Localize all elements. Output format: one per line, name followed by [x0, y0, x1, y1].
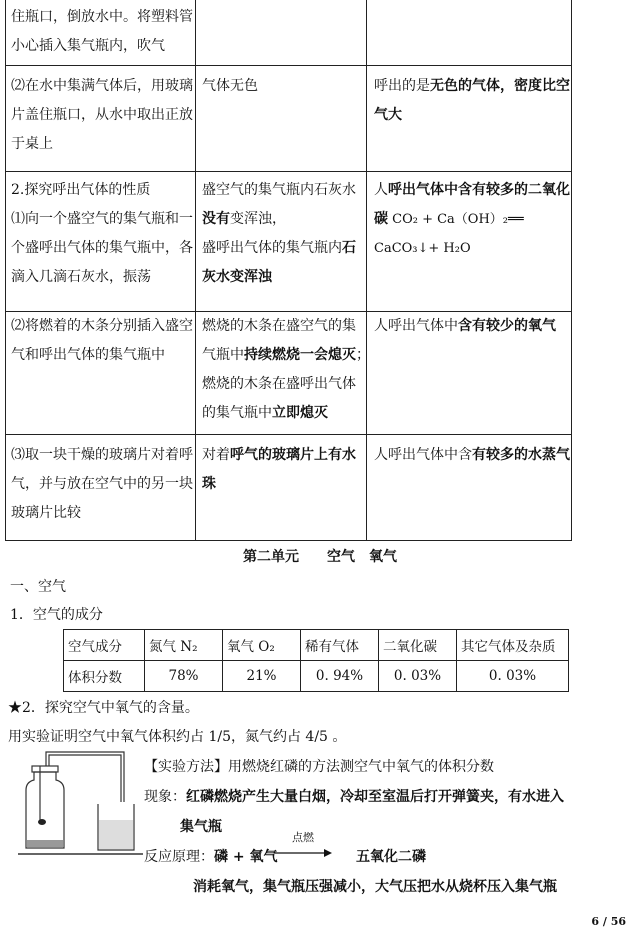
value-cell: 0. 03%	[457, 661, 569, 692]
cell-text: 燃烧的木条在盛空气的集	[202, 318, 356, 334]
reaction-arrow-icon	[274, 848, 334, 858]
apparatus-illustration	[18, 750, 143, 862]
cell-text-bold: 灰水变浑浊	[202, 269, 272, 285]
phenomenon-line	[144, 786, 564, 806]
cell-text: 气瓶中	[202, 347, 244, 363]
cell-text: 小心插入集气瓶内，吹气	[11, 38, 165, 54]
header-cell: 空气成分	[64, 630, 145, 661]
cell-text-bold: 有较多的水蒸气	[472, 447, 570, 463]
row4-col1	[11, 441, 193, 528]
cell-text-bold: 气大	[374, 107, 402, 123]
cell-text: ⑶取一块干燥的玻璃片对着呼	[11, 447, 193, 463]
row3-col1	[11, 312, 193, 370]
conclusion-text: 消耗氧气，集气瓶压强减小，大气压把水从烧杯压入集气瓶	[193, 879, 557, 895]
cell-text: ⑵将燃着的木条分别插入盛空	[11, 318, 193, 334]
cell-text-bold: 立即熄灭	[272, 405, 328, 421]
cell-text: 盛呼出气体的集气瓶内	[202, 240, 342, 256]
cell-text: 住瓶口，倒放水中。将塑料管	[11, 9, 193, 25]
row2-col1	[11, 176, 193, 292]
equation-text: CO₂ + Ca（OH）₂══	[388, 212, 524, 227]
cell-text: ⑴向一个盛空气的集气瓶和一	[11, 211, 193, 227]
cell-text: 人呼出气体中含	[374, 447, 472, 463]
cell-text: 燃烧的木条在盛呼出气体	[202, 376, 356, 392]
proof-line: 用实验证明空气中氧气体积约占 1/5，氮气约占 4/5 。	[8, 729, 347, 745]
row2-col3	[374, 176, 570, 263]
cell-text: 气体无色	[202, 78, 258, 94]
row-label-cell: 体积分数	[64, 661, 145, 692]
value-cell: 78%	[145, 661, 223, 692]
row3-col3	[374, 312, 556, 341]
cell-text: 盛空气的集气瓶内石灰水	[202, 182, 356, 198]
cell-text-bold: 呼出气体中含有较多的二氧化	[388, 182, 570, 198]
section-heading: 一、空气	[10, 579, 66, 595]
subsection-heading: 1．空气的成分	[10, 607, 103, 623]
cell-text-bold: 没有	[202, 211, 230, 227]
header-cell: 氧气 O₂	[223, 630, 301, 661]
row1-col2	[202, 72, 258, 101]
cell-text-bold: 珠	[202, 476, 216, 492]
cell-text: 呼出的是	[374, 78, 430, 94]
star-item: ★2．探究空气中氧气的含量。	[8, 700, 199, 716]
header-cell: 氮气 N₂	[145, 630, 223, 661]
cell-text: 气，并与放在空气中的另一块	[11, 476, 193, 492]
phenomenon-label: 现象：	[144, 789, 186, 805]
air-composition-table	[63, 629, 569, 692]
equation-text: CaCO₃↓+ H₂O	[374, 241, 471, 256]
phenomenon-text: 红磷燃烧产生大量白烟，冷却至室温后打开弹簧夹，有水进入	[186, 789, 564, 805]
row2-col2	[202, 176, 356, 292]
unit-title: 第二单元 空气 氧气	[243, 549, 397, 565]
principle-line	[144, 846, 277, 866]
value-cell: 0. 94%	[301, 661, 379, 692]
cell-text-bold: 无色的气体，密度比空	[430, 78, 570, 94]
cell-text: 人	[374, 182, 388, 198]
cell-text: 片盖住瓶口，从水中取出正放	[11, 107, 193, 123]
header-cell: 稀有气体	[301, 630, 379, 661]
header-cell: 其它气体及杂质	[457, 630, 569, 661]
page-number: 6 / 56	[591, 915, 626, 928]
cell-text: 变浑浊，	[230, 211, 286, 227]
cell-text: ⑵在水中集满气体后，用玻璃	[11, 78, 193, 94]
experiment-method: 【实验方法】用燃烧红磷的方法测空气中氧气的体积分数	[144, 759, 494, 775]
header-cell: 二氧化碳	[379, 630, 457, 661]
cell-text: 个盛呼出气体的集气瓶中，各	[11, 240, 193, 256]
value-cell: 0. 03%	[379, 661, 457, 692]
cell-text: 人呼出气体中	[374, 318, 458, 334]
cell-text: 2.探究呼出气体的性质	[11, 182, 151, 198]
cell-text-bold: 持续燃烧一会熄灭	[244, 347, 356, 363]
cell-text: 于桌上	[11, 136, 53, 152]
row1-col3	[374, 72, 570, 130]
cell-text: 玻璃片比较	[11, 505, 81, 521]
cell-text-bold: 碳	[374, 211, 388, 227]
cell-text-bold: 含有较少的氧气	[458, 318, 556, 334]
row1-col1	[11, 72, 193, 159]
product-text: 五氧化二磷	[356, 849, 426, 865]
phenomenon-text-cont: 集气瓶	[180, 819, 222, 835]
reactants-text: 磷 + 氧气	[214, 849, 278, 865]
row0-col1	[11, 3, 193, 61]
cell-text: 滴入几滴石灰水，振荡	[11, 269, 151, 285]
cell-text: ；	[356, 347, 370, 363]
row3-col2	[202, 312, 370, 428]
cell-text-bold: 呼气的玻璃片上有水	[230, 447, 356, 463]
cell-text-bold: 石	[342, 240, 356, 256]
value-cell: 21%	[223, 661, 301, 692]
principle-label: 反应原理：	[144, 849, 214, 865]
cell-text: 气和呼出气体的集气瓶中	[11, 347, 165, 363]
cell-text: 对着	[202, 447, 230, 463]
reaction-condition: 点燃	[292, 831, 314, 844]
row4-col2	[202, 441, 356, 499]
row4-col3	[374, 441, 570, 470]
cell-text: 的集气瓶中	[202, 405, 272, 421]
